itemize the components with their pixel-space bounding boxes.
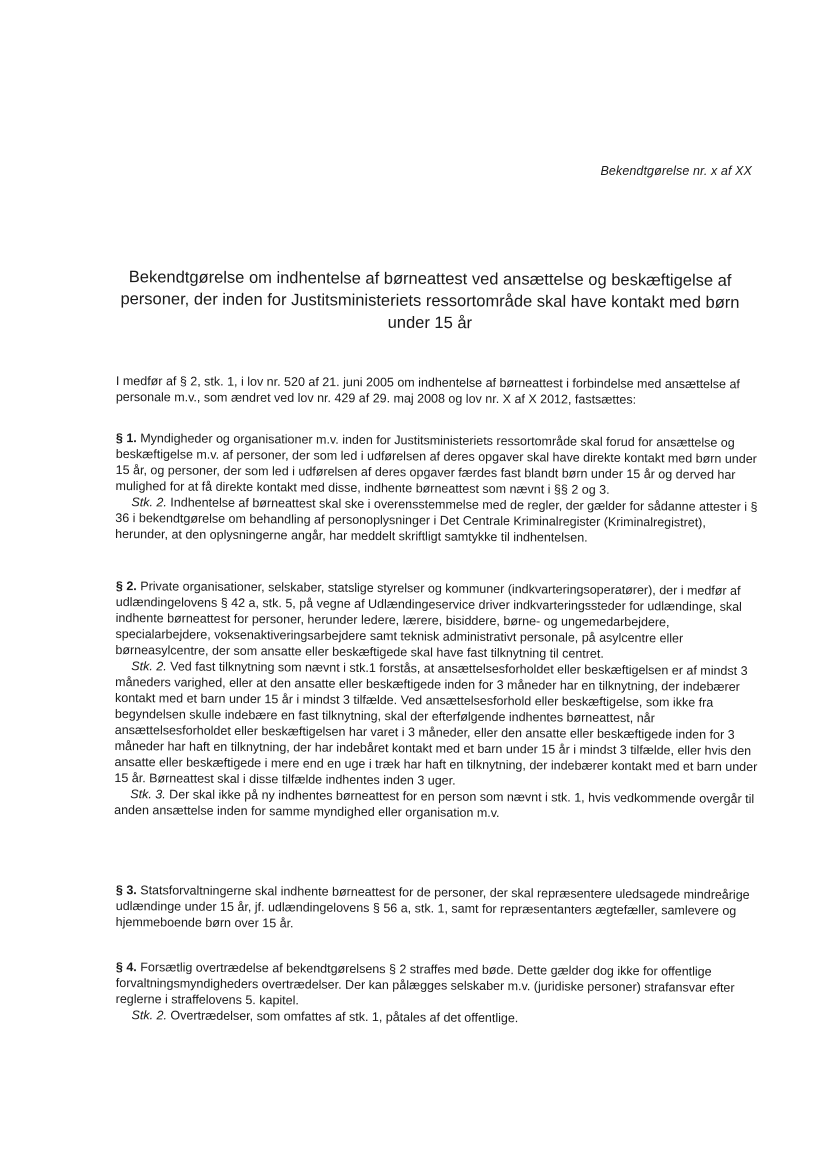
document-title: Bekendtgørelse om indhentelse af børneattest ved ansættelse og beskæftigelse af personer, der inden for Justitsministeriets ressortområde skal have kontakt med børn under 15 år bbox=[120, 268, 740, 333]
stk-label: Stk. 2. bbox=[131, 495, 167, 510]
section-2-text: Private organisationer, selskaber, statslige styrelser og kommuner (indkvarteringsoperatører), der i medfør af udlændingelovens § 42 a, stk. 5, på vegne af Udlændingeservice driver indkvarteringssteder for udlændinge, skal indhente børneattest for personer, herunder ledere, lærere, bisiddere, børne- og ungemedarbejdere, specialarbejdere, voksenaktiveringsarbejdere samt teknisk administrativt personale, på asylcentre eller børneasylcentre, der som ansatte eller beskæftigede skal have fast tilknytning til centret. bbox=[115, 579, 742, 661]
section-1-stk-2 bbox=[115, 494, 761, 547]
stk-text: Ved fast tilknytning som nævnt i stk.1 forstås, at ansættelsesforholdet eller beskæftigelsen er af mindst 3 måneders varighed, eller at den ansatte eller beskæftigede inden for 3 måneder har en tilknytning, der indebærer kontakt med et barn under 15 år i mindst 3 tilfælde. Ved ansættelsesforhold eller beskæftigelse, som ikke fra begyndelsen skulle indebære en fast tilknytning, skal der efterfølgende indhentes børneattest, når ansættelsesforholdet eller beskæftigelsen har varet i 3 måneder, eller den ansatte eller beskæftigede inden for 3 måneder har haft en tilknytning, der har indebåret kontakt med et barn under 15 år i mindst 3 tilfælde, eller hvis den ansatte eller beskæftigede i mere end en uge i træk har haft en tilknytning, der indebærer kontakt med et barn under 15 år. Børneattest skal i disse tilfælde indhentes inden 3 uger. bbox=[114, 659, 758, 788]
section-1-number: § 1. bbox=[115, 430, 137, 446]
section-4-number: § 4. bbox=[115, 959, 137, 975]
stk-text: Indhentelse af børneattest skal ske i overensstemmelse med de regler, der gælder for sådanne attester i § 36 i bekendtgørelse om behandling af personoplysninger i Det Centrale Kriminalregister (Kriminalregistret), herunder, at den oplysningerne angår, har meddelt skriftligt samtykke til indhentelsen. bbox=[115, 495, 758, 545]
stk-label: Stk. 2. bbox=[131, 659, 167, 674]
section-2-body bbox=[115, 578, 762, 663]
section-4-body bbox=[116, 959, 762, 1012]
section-2-stk-2 bbox=[114, 658, 761, 791]
section-3-number: § 3. bbox=[115, 882, 137, 898]
section-4 bbox=[115, 959, 761, 1028]
section-3-text: Statsforvaltningerne skal indhente børneattest for de personer, der skal repræsentere uledsagede mindreårige udlændinge under 15 år, jf. udlændingelovens § 56 a, stk. 1, samt for repræsentanters ægtefæller, samlevere og hjemmeboende børn over 15 år. bbox=[115, 883, 750, 931]
section-2-stk-3 bbox=[114, 786, 760, 823]
section-1-body bbox=[115, 430, 761, 499]
section-2-number: § 2. bbox=[115, 578, 137, 594]
document-reference: Bekendtgørelse nr. x af XX bbox=[600, 164, 752, 178]
section-1-text: Myndigheder og organisationer m.v. inden for Justitsministeriets ressortområde skal forud for ansættelse og beskæftigelse m.v. af personer, der som led i udførelsen af deres opgaver skal have direkte kontakt med børn under 15 år, og personer, der som led i udførelsen af deres opgaver færdes fast blandt børn under 15 år og derved har mulighed for at få direkte kontakt med disse, indhente børneattest som nævnt i §§ 2 og 3. bbox=[115, 431, 757, 497]
stk-label: Stk. 3. bbox=[130, 787, 166, 802]
section-3-body bbox=[116, 882, 762, 935]
section-3 bbox=[116, 882, 762, 935]
stk-text: Overtrædelser, som omfattes af stk. 1, påtales af det offentlige. bbox=[166, 1008, 519, 1026]
stk-text: Der skal ikke på ny indhentes børneattest for en person som nævnt i stk. 1, hvis vedkommende overgår til anden ansættelse inden for samme myndighed eller organisation m.v. bbox=[114, 787, 755, 821]
stk-label: Stk. 2. bbox=[131, 1008, 168, 1023]
preamble: I medfør af § 2, stk. 1, i lov nr. 520 af 21. juni 2005 om indhentelse af børneattest i forbindelse med ansættelse af personale m.v., som ændret ved lov nr. 429 af 29. maj 2008 og lov nr. X af X 2012, fastsættes: bbox=[115, 374, 740, 407]
section-1 bbox=[115, 430, 762, 547]
section-4-text: Forsætlig overtrædelse af bekendtgørelsens § 2 straffes med bøde. Dette gælder dog ikke for offentlige forvaltningsmyndigheders overtrædelser. Der kan pålægges selskaber m.v. (juridiske personer) strafansvar efter reglerne i straffelovens 5. kapitel. bbox=[115, 960, 735, 1008]
section-2 bbox=[114, 578, 762, 823]
